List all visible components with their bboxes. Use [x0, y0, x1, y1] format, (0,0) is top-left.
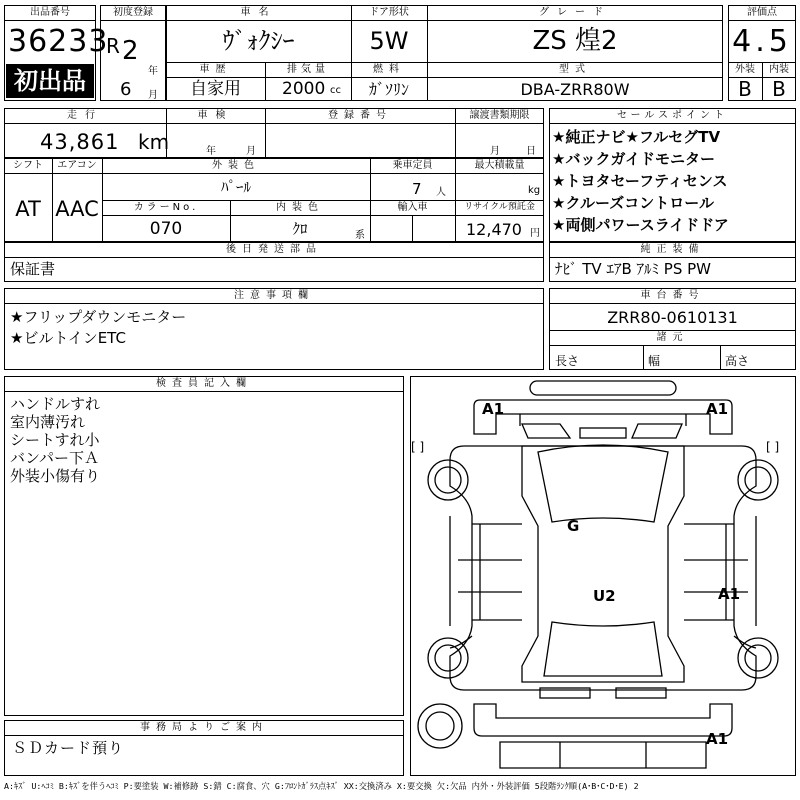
displacement-label: 排気量: [287, 64, 329, 75]
inspector-item: 室内薄汚れ: [10, 413, 86, 431]
damage-mark-front-left: A1: [482, 400, 505, 418]
sales-points-list: [552, 126, 794, 236]
model-code-label: 型式: [559, 64, 591, 75]
lot-number: 36233: [8, 24, 109, 59]
recycle-fee-unit: 円: [530, 228, 540, 239]
inspection-label: 車検: [197, 110, 234, 121]
interior-score: B: [772, 77, 786, 101]
chassis-label: 車台番号: [640, 290, 705, 301]
sales-point-item: ★トヨタセーフティセンス: [552, 172, 728, 190]
notes-label: 注意事項欄: [234, 290, 314, 301]
sales-point-item: ★バックガイドモニター: [552, 150, 715, 168]
lot-label: 出品番号: [30, 7, 70, 18]
mileage: 43,861: [40, 130, 120, 154]
color-no: 070: [149, 219, 183, 239]
damage-mark-front-right: A1: [706, 400, 729, 418]
transfer-month-unit: 月: [490, 146, 500, 157]
shift-label: シフト: [13, 160, 43, 171]
score-value: 4.5: [732, 24, 792, 59]
car-name: ｳﾞｫｸｼｰ: [222, 27, 295, 55]
fuel-label: 燃料: [373, 64, 405, 75]
first-listing-badge-text: 初出品: [14, 67, 86, 95]
capacity: 7: [412, 180, 422, 198]
exterior-color-label: 外装色: [212, 160, 260, 171]
later-parts-label: 後日発送部品: [226, 244, 322, 255]
max-load-unit: kg: [528, 185, 541, 196]
dims-width-label: 幅: [648, 354, 661, 368]
shift: AT: [15, 197, 41, 221]
exterior-score: B: [738, 77, 752, 101]
legend-text: A:ｷｽﾞ U:ﾍｺﾐ B:ｷｽﾞを伴うﾍｺﾐ P:要塗装 W:補修跡 S:錆 C:腐食、穴 G:ﾌﾛﾝﾄｶﾞﾗｽ点ｷｽﾞ XX:交換済み X:要交換 欠:欠品 内外・外装評価 5段階ﾗﾝｸ順(A･B･C･D･E) 2: [4, 781, 639, 791]
capacity-unit: 人: [436, 187, 446, 198]
registration-month-unit: 月: [148, 90, 158, 101]
note-item: ★フリップダウンモニター: [10, 308, 187, 326]
registration-label: 初度登録: [113, 7, 153, 18]
transfer-deadline-label: 譲渡書類期限: [469, 110, 530, 121]
inspector-item: ハンドルすれ: [10, 395, 101, 413]
car-name-label: 車名: [240, 7, 277, 18]
inspector-label: 検査員記入欄: [156, 378, 252, 389]
inspector-item: 外装小傷有り: [10, 467, 101, 485]
exterior-color: ﾊﾟｰﾙ: [220, 178, 251, 196]
transfer-day-unit: 日: [526, 146, 536, 157]
plate-number-label: 登録番号: [328, 110, 392, 121]
color-no-label: カラーNo.: [133, 202, 199, 213]
history-label: 車歴: [199, 64, 232, 75]
displacement: 2000: [282, 79, 326, 99]
office-value: ＳＤカード預り: [12, 739, 125, 757]
registration-year: 2: [122, 36, 139, 66]
inspector-list: [10, 395, 100, 485]
door-type-label: ドア形状: [369, 7, 409, 18]
interior-color-label: 内装色: [276, 202, 324, 213]
grade-label: グレード: [539, 7, 611, 18]
dims-length-label: 長さ: [555, 354, 580, 368]
notes-list: [10, 307, 186, 349]
displacement-unit: cc: [330, 85, 341, 96]
interior-color-unit: 系: [355, 230, 365, 241]
aircon: AAC: [55, 197, 99, 221]
model-code: DBA-ZRR80W: [520, 80, 630, 99]
recycle-fee: 12,470: [466, 220, 522, 239]
equipment-label: 純正装備: [640, 244, 705, 255]
grade: ZS 煌2: [532, 26, 618, 56]
recycle-fee-label: リサイクル預託金: [464, 202, 535, 212]
dims-height-label: 高さ: [725, 354, 750, 368]
dims-label: 諸元: [656, 332, 689, 343]
inspector-item: シートすれ小: [10, 431, 100, 449]
capacity-label: 乗車定員: [392, 160, 433, 171]
interior-color: ｸﾛ: [292, 220, 308, 238]
office-label: 事務局よりご案内: [140, 722, 268, 733]
fuel: ｶﾞｿﾘﾝ: [368, 80, 409, 99]
mileage-unit: km: [138, 130, 170, 154]
import-car-label: 輸入車: [397, 202, 428, 213]
registration-year-unit: 年: [148, 66, 158, 77]
damage-mark-floor: U2: [593, 587, 616, 605]
sales-point-item: ★純正ナビ★フルセグTV: [552, 128, 721, 146]
registration-era: R: [106, 34, 120, 58]
inspection-year-unit: 年: [206, 146, 216, 157]
car-diagram: [410, 376, 796, 776]
diagram-bracket-right: [ ]: [766, 440, 780, 454]
history: 自家用: [190, 79, 241, 99]
registration-month: 6: [120, 79, 132, 100]
note-item: ★ビルトインETC: [10, 329, 126, 347]
equipment-value: ﾅﾋﾞ TV ｴｱB ｱﾙﾐ PS PW: [555, 260, 711, 278]
damage-mark-rear: A1: [706, 730, 729, 748]
aircon-label: エアコン: [57, 160, 97, 171]
max-load-label: 最大積載量: [474, 160, 525, 171]
mileage-label: 走行: [67, 110, 103, 121]
inspection-month-unit: 月: [246, 146, 256, 157]
exterior-score-label: 外装: [735, 64, 755, 75]
damage-mark-roof: G: [567, 517, 580, 535]
sales-points-label: セールスポイント: [616, 110, 729, 121]
diagram-bracket-left: [ ]: [411, 440, 425, 454]
later-parts-value: 保証書: [10, 260, 56, 278]
sales-point-item: ★クルーズコントロール: [552, 194, 714, 212]
score-label: 評価点: [747, 7, 777, 18]
door-type: 5W: [369, 27, 409, 55]
chassis-number: ZRR80-0610131: [607, 308, 738, 327]
inspector-item: バンパー下Ａ: [10, 449, 99, 467]
interior-score-label: 内装: [769, 64, 789, 75]
damage-mark-right-side: A1: [718, 585, 741, 603]
sales-point-item: ★両側パワースライドドア: [552, 216, 729, 234]
